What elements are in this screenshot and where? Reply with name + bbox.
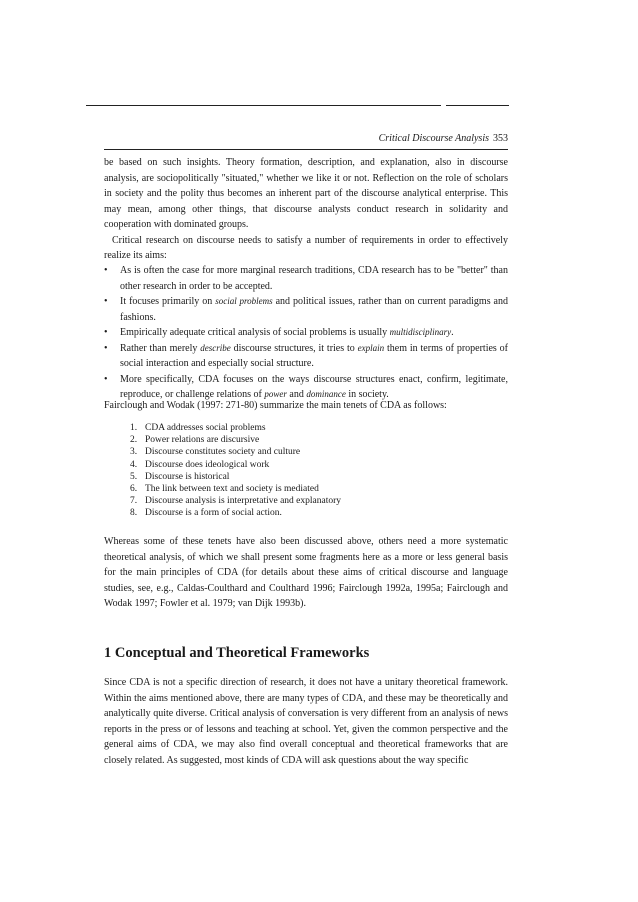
section-heading: 1 Conceptual and Theoretical Frameworks xyxy=(104,645,370,661)
list-item: • Rather than merely describe discourse structures, it tries to explain them in terms of properties of social interaction and especially social structure. xyxy=(104,342,508,369)
running-header xyxy=(104,133,508,145)
top-rule-short xyxy=(446,105,509,106)
list-item-text: As is often the case for more marginal research traditions, CDA research has to be "better" than other research in order to be accepted. xyxy=(120,265,508,292)
list-item xyxy=(130,507,490,519)
list-number: 1. xyxy=(130,423,138,433)
top-rule-long xyxy=(86,105,441,106)
tenets-list xyxy=(130,422,490,520)
header-rule xyxy=(104,149,508,150)
list-item-text: Discourse does ideological work xyxy=(145,459,270,470)
list-item-text: Discourse is a form of social action. xyxy=(145,508,282,519)
section-body xyxy=(104,675,508,768)
list-item xyxy=(130,422,490,434)
list-item: • More specifically, CDA focuses on the ways discourse structures enact, confirm, legitimate, reproduce, or challenge relations of power and dominance in society. xyxy=(104,373,508,400)
list-item: • Empirically adequate critical analysis of social problems is usually multidisciplinary. xyxy=(104,325,508,341)
list-item-text: The link between text and society is mediated xyxy=(145,484,319,495)
list-number: 2. xyxy=(130,435,138,446)
list-item-text: Power relations are discursive xyxy=(145,435,260,446)
bullet-icon: • xyxy=(104,342,108,354)
list-number: 8. xyxy=(130,508,138,519)
requirements-list xyxy=(104,263,508,403)
emphasis: dominance xyxy=(306,389,346,399)
intro-paragraphs xyxy=(104,155,508,264)
emphasis: power xyxy=(264,389,287,399)
list-number: 5. xyxy=(130,471,138,482)
list-item xyxy=(130,471,490,483)
paragraph-5: Since CDA is not a specific direction of research, it does not have a unitary theoretical framework. Within the aims mentioned above, there are many types of CDA, and these may be theoretically and analytically quite diverse. Critical analysis of conversation is very different from an analysis of news reports in the press or of lessons and teaching at school. Yet, given the common perspective and the general aims of CDA, we may also find overall conceptual and theoretical frameworks that are closely related. As suggested, most kinds of CDA will ask questions about the way specific xyxy=(104,677,508,766)
list-item-text: Discourse analysis is interpretative and explanatory xyxy=(145,496,342,507)
paragraph-3: Fairclough and Wodak (1997: 271-80) summarize the main tenets of CDA as follows: xyxy=(104,400,447,411)
emphasis: multidisciplinary xyxy=(389,327,452,337)
list-item-text: Discourse constitutes society and culture xyxy=(145,447,301,458)
list-item xyxy=(130,434,490,446)
page-number: 353 xyxy=(493,133,508,144)
running-title: Critical Discourse Analysis xyxy=(378,133,489,144)
paragraph-1: be based on such insights. Theory formation, description, and explanation, also in discourse analysis, are sociopolitically "situated," whether we like it or not. Reflection on the role of scholars in society and the polity thus becomes an inherent part of the discourse analytical enterprise. This may mean, among other things, that discourse analysts conduct research in solidarity and cooperation with dominated groups. xyxy=(104,157,508,230)
bullet-icon: • xyxy=(104,265,108,276)
bullet-icon: • xyxy=(104,327,108,338)
list-item xyxy=(130,459,490,471)
paragraph-4: Whereas some of these tenets have also been discussed above, others need a more systematic theoretical analysis, of which we shall present some fragments here as a more or less general basis for the main principles of CDA (for details about these aims of critical discourse and language studies, see, e.g., Caldas-Coulthard and Coulthard 1996; Fairclough 1992a, 1995a; Fairclough and Wodak 1997; Fowler et al. 1979; van Dijk 1993b). xyxy=(104,536,508,609)
list-item xyxy=(130,495,490,507)
list-item-text: Discourse is historical xyxy=(145,471,230,482)
list-number: 6. xyxy=(130,484,138,495)
list-number: 3. xyxy=(130,447,138,458)
bullet-icon: • xyxy=(104,373,108,385)
emphasis: describe xyxy=(200,342,231,353)
list-number: 7. xyxy=(130,496,138,507)
tenets-intro xyxy=(104,398,508,414)
paragraph-2: Critical research on discourse needs to satisfy a number of requirements in order to effectively realize its aims: xyxy=(104,234,508,261)
bullet-icon: • xyxy=(104,296,108,307)
emphasis: social problems xyxy=(215,296,273,306)
list-item xyxy=(130,483,490,495)
list-item: • It focuses primarily on social problems and political issues, rather than on current paradigms and fashions. xyxy=(104,296,508,323)
list-item xyxy=(130,446,490,458)
list-item xyxy=(104,263,508,294)
emphasis: explain xyxy=(357,342,385,353)
list-item-text: CDA addresses social problems xyxy=(145,423,266,433)
list-number: 4. xyxy=(130,459,138,470)
frameworks-intro xyxy=(104,534,508,612)
